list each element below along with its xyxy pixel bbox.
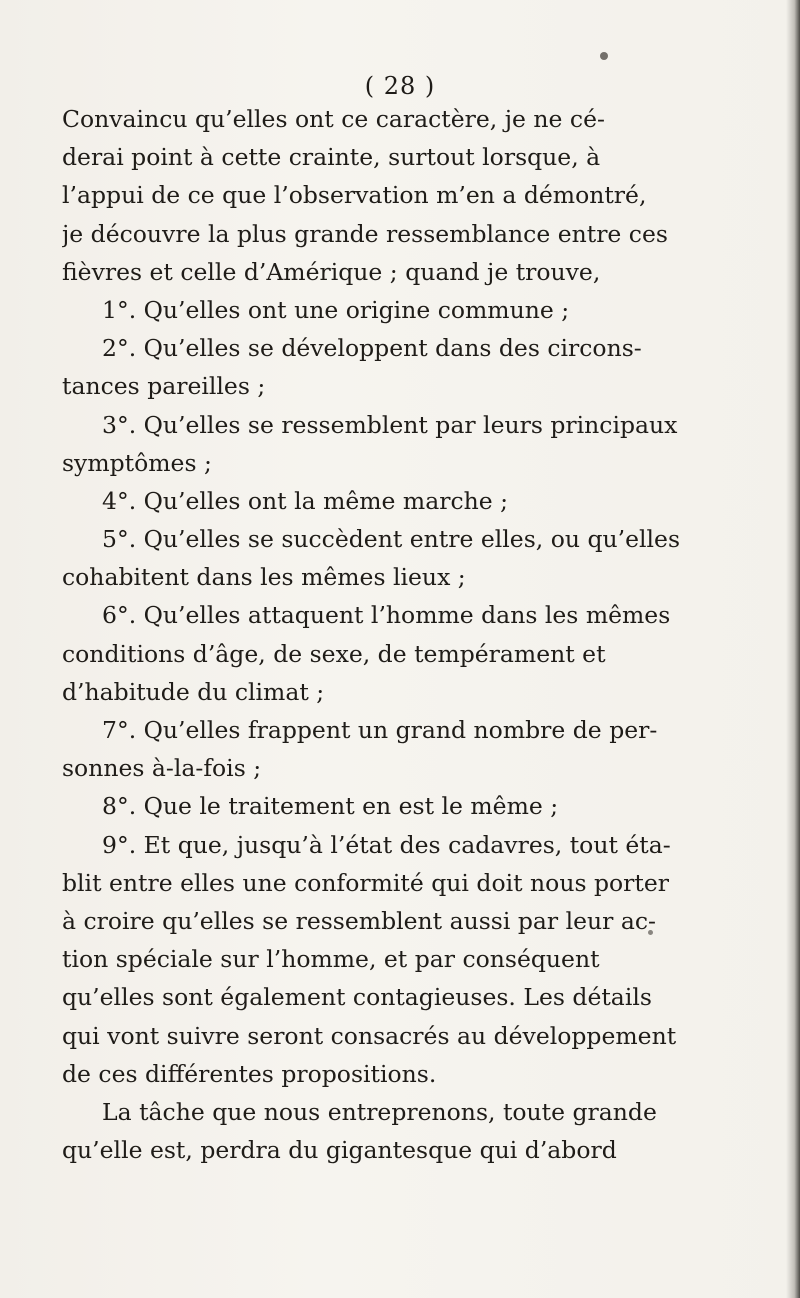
- text-line: d’habitude du climat ;: [62, 677, 325, 706]
- text-line: sonnes à-la-fois ;: [62, 754, 262, 783]
- text-line: symptômes ;: [62, 448, 212, 477]
- page-number: ( 28 ): [364, 72, 436, 100]
- text-line: derai point à cette crainte, surtout lorsque, à: [62, 143, 601, 172]
- text-line: qu’elle est, perdra du gigantesque qui d’abord: [62, 1136, 617, 1165]
- text-line: 8°. Que le traitement en est le même ;: [102, 792, 559, 821]
- text-line: qu’elles sont également contagieuses. Les détails: [62, 983, 652, 1012]
- text-line: qui vont suivre seront consacrés au développement: [62, 1021, 677, 1050]
- text-line: l’appui de ce que l’observation m’en a démontré,: [62, 181, 647, 210]
- paper-stain: [600, 52, 608, 60]
- text-line: 1°. Qu’elles ont une origine commune ;: [102, 295, 570, 324]
- text-line: cohabitent dans les mêmes lieux ;: [62, 563, 466, 592]
- text-line: tances pareilles ;: [62, 372, 266, 401]
- text-line: de ces différentes propositions.: [62, 1059, 437, 1088]
- text-line: 3°. Qu’elles se ressemblent par leurs principaux: [102, 410, 678, 439]
- page-edge-shadow: [786, 0, 800, 1298]
- text-line: 9°. Et que, jusqu’à l’état des cadavres, tout éta-: [102, 830, 671, 859]
- body-text: [62, 100, 722, 1169]
- text-line: tion spéciale sur l’homme, et par conséquent: [62, 945, 600, 974]
- text-line: je découvre la plus grande ressemblance entre ces: [62, 219, 668, 248]
- text-line: 6°. Qu’elles attaquent l’homme dans les mêmes: [102, 601, 671, 630]
- text-line: 5°. Qu’elles se succèdent entre elles, ou qu’elles: [102, 525, 680, 554]
- text-line: La tâche que nous entreprenons, toute grande: [102, 1097, 657, 1126]
- text-line: conditions d’âge, de sexe, de tempérament et: [62, 639, 606, 668]
- text-line: 7°. Qu’elles frappent un grand nombre de per-: [102, 716, 658, 744]
- text-line: blit entre elles une conformité qui doit nous porter: [62, 868, 669, 897]
- text-line: fièvres et celle d’Amérique ; quand je trouve,: [62, 257, 601, 286]
- text-line: 2°. Qu’elles se développent dans des circons-: [102, 334, 642, 363]
- text-line: à croire qu’elles se ressemblent aussi par leur ac-: [62, 906, 656, 935]
- text-line: Convaincu qu’elles ont ce caractère, je ne cé-: [62, 105, 605, 133]
- text-line: 4°. Qu’elles ont la même marche ;: [102, 486, 509, 515]
